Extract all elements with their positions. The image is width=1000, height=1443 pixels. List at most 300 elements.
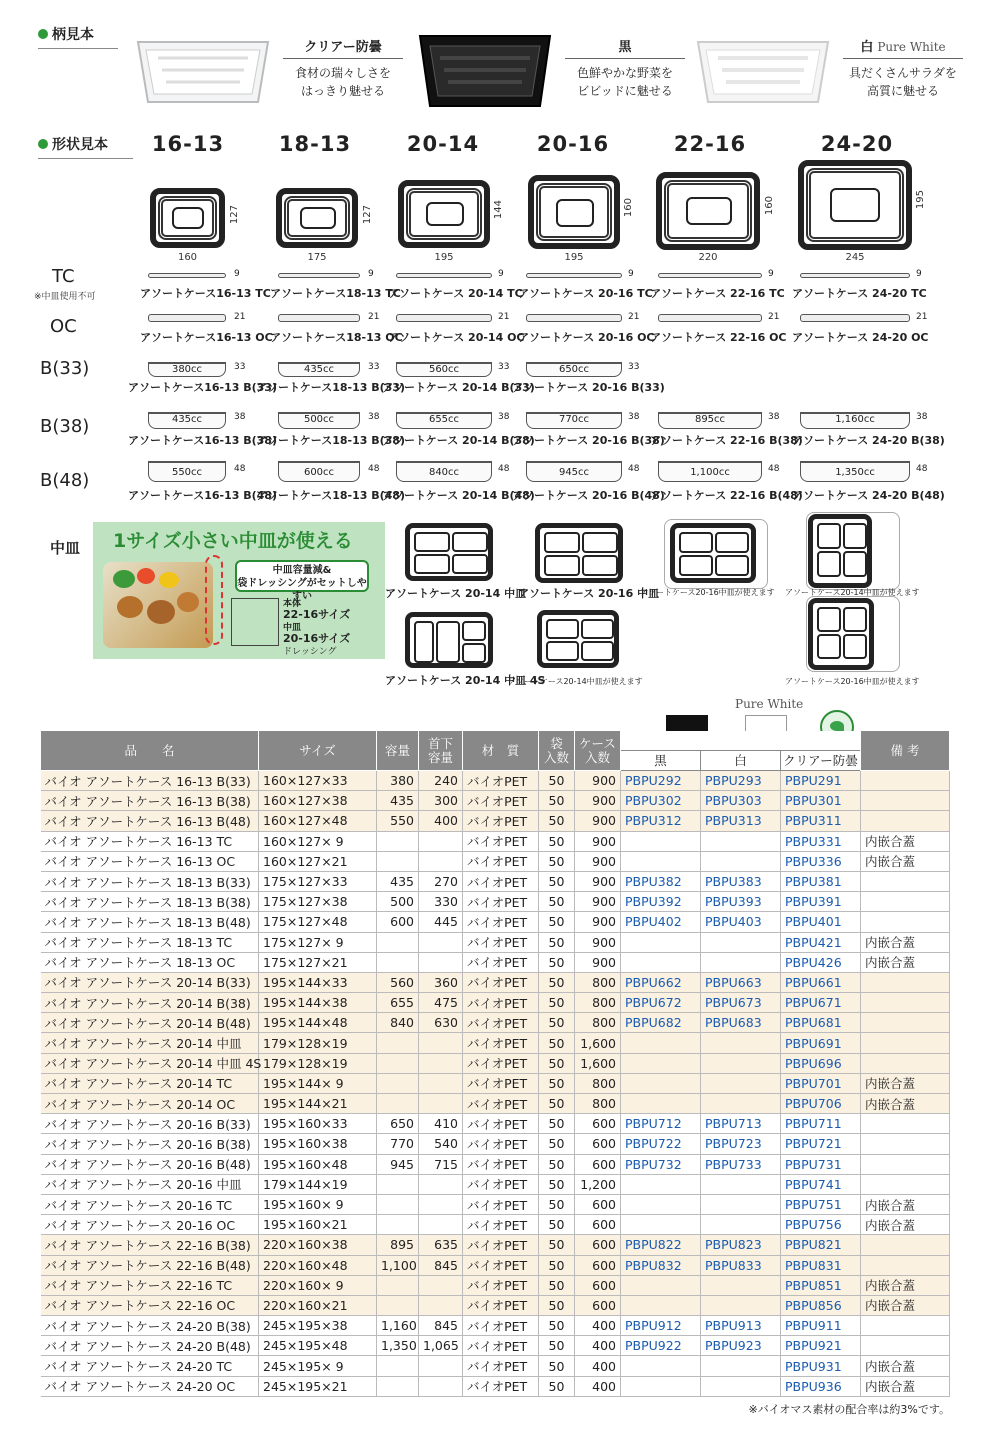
heading-rule [38,48,118,49]
cell-code-black: PBPU912 [621,1316,701,1336]
cell-capacity [377,1194,419,1214]
cell-material: バイオPET [463,791,539,811]
cell-code-white: PBPU733 [701,1154,781,1174]
body-outline [806,512,900,590]
cell-material: バイオPET [463,811,539,831]
cell-code-white [701,1275,781,1295]
cell-code-black [621,1356,701,1376]
table-row [41,1013,950,1033]
cell-code-black [621,1094,701,1114]
table-row [41,1134,950,1154]
table-row [41,1376,950,1396]
cell-code-black [621,932,701,952]
cell-note [861,892,950,912]
cell-name: バイオ アソートケース 16-13 B(38) [41,791,259,811]
bullet-icon [38,139,48,149]
cell-code-clear: PBPU711 [781,1114,861,1134]
cell-size: 220×160×21 [259,1295,377,1315]
naka-body-label: 本体 [283,599,302,609]
mid-tray-name: アソートケース 20-16 中皿 [518,587,660,600]
cell-code-clear: PBPU851 [781,1275,861,1295]
cell-note [861,1053,950,1073]
cell-note [861,1336,950,1356]
cell-code-clear: PBPU311 [781,811,861,831]
cell-neck-capacity: 540 [419,1134,463,1154]
cell-material: バイオPET [463,932,539,952]
clear-tray-image [128,22,278,110]
cell-note [861,811,950,831]
cell-material: バイオPET [463,1013,539,1033]
cell-case-qty: 900 [575,871,621,891]
mid-tray-note: アソートケース20-16中皿が使えます [785,677,920,686]
cell-code-black [621,831,701,851]
th-name: 品 名 [41,731,259,771]
cell-neck-capacity: 845 [419,1316,463,1336]
cell-note: 内嵌合蓋 [861,1295,950,1315]
cell-neck-capacity: 445 [419,912,463,932]
cell-neck-capacity [419,1356,463,1376]
tray-top-24-20 [798,160,912,250]
cell-code-white: PBPU833 [701,1255,781,1275]
cell-size: 220×160× 9 [259,1275,377,1295]
cell-neck-capacity [419,952,463,972]
cell-note [861,1255,950,1275]
cell-code-black [621,1275,701,1295]
mid-tray-name: アソートケース 20-14 中皿 4S [385,674,546,687]
cell-case-qty: 800 [575,972,621,992]
cell-bag-qty: 50 [539,831,575,851]
size-label: 24-20 [820,132,894,156]
cell-capacity: 650 [377,1114,419,1134]
cell-size: 220×160×48 [259,1255,377,1275]
cell-code-white: PBPU293 [701,771,781,791]
cell-bag-qty: 50 [539,851,575,871]
cell-code-white [701,1376,781,1396]
cell-capacity: 435 [377,871,419,891]
cell-code-white: PBPU303 [701,791,781,811]
th-black: 黒 [621,751,701,771]
pattern-desc: 具だくさんサラダを 高質に魅せる [849,66,957,98]
cell-code-clear: PBPU831 [781,1255,861,1275]
cell-bag-qty: 50 [539,1154,575,1174]
cell-case-qty: 900 [575,952,621,972]
cell-code-white [701,831,781,851]
table-row [41,1053,950,1073]
cell-capacity: 840 [377,1013,419,1033]
cell-code-white [701,851,781,871]
th-white: 白 [701,751,781,771]
cell-bag-qty: 50 [539,912,575,932]
cell-bag-qty: 50 [539,1033,575,1053]
cell-capacity: 1,160 [377,1316,419,1336]
cell-bag-qty: 50 [539,1073,575,1093]
cell-case-qty: 600 [575,1275,621,1295]
cell-capacity [377,932,419,952]
cell-material: バイオPET [463,892,539,912]
mid-tray-20-14-4s [405,612,493,668]
cell-case-qty: 600 [575,1255,621,1275]
table-row [41,1194,950,1214]
cell-size: 195×144×38 [259,993,377,1013]
cell-material: バイオPET [463,1255,539,1275]
cell-capacity: 560 [377,972,419,992]
cell-code-clear: PBPU291 [781,771,861,791]
cell-material: バイオPET [463,871,539,891]
cell-code-white: PBPU923 [701,1336,781,1356]
cell-neck-capacity [419,1053,463,1073]
cell-size: 175×127×33 [259,871,377,891]
cell-bag-qty: 50 [539,1356,575,1376]
cell-capacity [377,1295,419,1315]
cell-code-black: PBPU672 [621,993,701,1013]
cell-note [861,1154,950,1174]
cell-material: バイオPET [463,1094,539,1114]
cell-material: バイオPET [463,771,539,791]
cell-size: 179×128×19 [259,1033,377,1053]
cell-neck-capacity: 240 [419,771,463,791]
cell-code-white [701,1053,781,1073]
cell-name: バイオ アソートケース 24-20 B(38) [41,1316,259,1336]
row-label-tc: TC [52,266,75,287]
cell-note: 内嵌合蓋 [861,1094,950,1114]
tray-top-20-14 [398,180,490,248]
cell-material: バイオPET [463,972,539,992]
dim-height: 127 [362,205,373,225]
table-row [41,1356,950,1376]
cell-material: バイオPET [463,1215,539,1235]
cell-code-black: PBPU922 [621,1336,701,1356]
dim-width: 160 [177,252,198,263]
bullet-icon [38,29,48,39]
cell-code-clear: PBPU671 [781,993,861,1013]
cell-code-white: PBPU393 [701,892,781,912]
cell-code-white: PBPU723 [701,1134,781,1154]
cell-bag-qty: 50 [539,1174,575,1194]
dim-height: 195 [915,190,926,210]
th-cap: 容量 [377,731,419,771]
cell-size: 195×160×33 [259,1114,377,1134]
cell-code-black [621,851,701,871]
cell-name: バイオ アソートケース 20-16 B(48) [41,1154,259,1174]
cell-neck-capacity: 270 [419,871,463,891]
cell-code-clear: PBPU856 [781,1295,861,1315]
body-outline [664,519,768,589]
cell-neck-capacity [419,1376,463,1396]
cell-bag-qty: 50 [539,811,575,831]
dim-height: 160 [764,196,775,216]
cell-case-qty: 400 [575,1316,621,1336]
cell-code-clear: PBPU381 [781,871,861,891]
cell-note: 内嵌合蓋 [861,1376,950,1396]
mid-tray-20-16 [535,523,623,583]
cell-size: 245×195× 9 [259,1356,377,1376]
cell-bag-qty: 50 [539,1316,575,1336]
naka-diagram [231,598,279,646]
cell-code-white: PBPU673 [701,993,781,1013]
cell-case-qty: 400 [575,1336,621,1356]
cell-neck-capacity [419,1094,463,1114]
cell-neck-capacity: 630 [419,1013,463,1033]
cell-name: バイオ アソートケース 18-13 B(48) [41,912,259,932]
pattern-name: クリアー防曇 [283,36,403,59]
cell-neck-capacity [419,1275,463,1295]
cell-material: バイオPET [463,1194,539,1214]
cell-bag-qty: 50 [539,892,575,912]
row-label-oc: OC [50,316,77,337]
dim-width: 245 [845,252,865,263]
cell-case-qty: 400 [575,1376,621,1396]
cell-size: 195×160×38 [259,1134,377,1154]
cell-note: 内嵌合蓋 [861,831,950,851]
table-row [41,811,950,831]
cell-size: 160×127×33 [259,771,377,791]
cell-code-clear: PBPU706 [781,1094,861,1114]
cell-capacity: 655 [377,993,419,1013]
cell-code-clear: PBPU301 [781,791,861,811]
cell-code-clear: PBPU401 [781,912,861,932]
table-row [41,1255,950,1275]
row-label-b33: B(33) [40,358,90,379]
cell-code-clear: PBPU696 [781,1053,861,1073]
cell-case-qty: 800 [575,1094,621,1114]
cell-size: 195×160×21 [259,1215,377,1235]
cell-neck-capacity [419,1215,463,1235]
cell-bag-qty: 50 [539,993,575,1013]
cell-code-black: PBPU822 [621,1235,701,1255]
cell-note: 内嵌合蓋 [861,1275,950,1295]
cell-code-clear: PBPU701 [781,1073,861,1093]
cell-code-black: PBPU732 [621,1154,701,1174]
cell-capacity: 550 [377,811,419,831]
cell-name: バイオ アソートケース 18-13 OC [41,952,259,972]
cell-code-black: PBPU392 [621,892,701,912]
cell-code-black [621,1174,701,1194]
table-row [41,1336,950,1356]
shape-heading [38,134,108,154]
cell-code-white [701,1295,781,1315]
pattern-name: 白 Pure White [843,36,963,59]
cell-code-clear: PBPU821 [781,1235,861,1255]
cell-case-qty: 600 [575,1114,621,1134]
size-label: 16-13 [151,132,225,156]
cell-case-qty: 800 [575,993,621,1013]
tray-top-18-13 [276,188,358,248]
th-spacer [621,731,701,751]
cell-code-clear: PBPU336 [781,851,861,871]
cell-note: 内嵌合蓋 [861,1356,950,1376]
cell-material: バイオPET [463,831,539,851]
cell-code-clear: PBPU921 [781,1336,861,1356]
cell-neck-capacity: 410 [419,1114,463,1134]
cell-neck-capacity: 845 [419,1255,463,1275]
cell-capacity [377,1376,419,1396]
cell-capacity [377,851,419,871]
cell-code-black: PBPU382 [621,871,701,891]
cell-capacity: 895 [377,1235,419,1255]
cell-size: 179×144×19 [259,1174,377,1194]
cell-name: バイオ アソートケース 20-14 OC [41,1094,259,1114]
cell-note: 内嵌合蓋 [861,1194,950,1214]
cell-name: バイオ アソートケース 16-13 B(33) [41,771,259,791]
tray-top-22-16 [656,172,760,250]
cell-material: バイオPET [463,1114,539,1134]
cell-code-clear: PBPU681 [781,1013,861,1033]
mid-tray-note: アソートケース20-14中皿が使えます [785,588,920,597]
cell-code-black: PBPU712 [621,1114,701,1134]
cell-code-clear: PBPU721 [781,1134,861,1154]
naka-body-size: 22-16サイズ [283,608,351,621]
th-clear: クリアー防曇 [781,751,861,771]
cell-capacity [377,1215,419,1235]
cell-code-black [621,1376,701,1396]
cell-neck-capacity [419,1033,463,1053]
cell-name: バイオ アソートケース 18-13 B(38) [41,892,259,912]
cell-size: 175×127×48 [259,912,377,932]
mid-tray-in-20-16 [537,610,619,668]
cell-note [861,1033,950,1053]
cell-neck-capacity: 360 [419,972,463,992]
cell-size: 175×127×21 [259,952,377,972]
cell-bag-qty: 50 [539,1235,575,1255]
cell-neck-capacity [419,851,463,871]
cell-name: バイオ アソートケース 20-14 TC [41,1073,259,1093]
cell-material: バイオPET [463,851,539,871]
naka-dressing: ドレッシング [283,647,337,657]
cell-capacity: 1,100 [377,1255,419,1275]
cell-code-white [701,1174,781,1194]
cell-size: 175×127×38 [259,892,377,912]
cell-case-qty: 800 [575,1073,621,1093]
cell-material: バイオPET [463,1336,539,1356]
pattern-desc: 食材の瑞々しさを はっきり魅せる [294,66,391,98]
cell-name: バイオ アソートケース 20-14 B(48) [41,1013,259,1033]
cell-material: バイオPET [463,1033,539,1053]
pattern-black [410,22,680,112]
cell-code-clear: PBPU691 [781,1033,861,1053]
table-row [41,1316,950,1336]
cell-code-white [701,1194,781,1214]
cell-name: バイオ アソートケース 22-16 B(48) [41,1255,259,1275]
cell-code-black [621,1194,701,1214]
cell-neck-capacity: 400 [419,811,463,831]
cell-case-qty: 1,200 [575,1174,621,1194]
cell-name: バイオ アソートケース 24-20 B(48) [41,1336,259,1356]
table-row [41,791,950,811]
cell-name: バイオ アソートケース 22-16 B(38) [41,1235,259,1255]
cell-size: 160×127×21 [259,851,377,871]
cell-bag-qty: 50 [539,1053,575,1073]
cell-case-qty: 600 [575,1295,621,1315]
table-row [41,1275,950,1295]
cell-code-clear: PBPU331 [781,831,861,851]
cell-code-clear: PBPU911 [781,1316,861,1336]
cell-bag-qty: 50 [539,1376,575,1396]
cell-size: 195×144× 9 [259,1073,377,1093]
cell-code-white [701,1094,781,1114]
cell-bag-qty: 50 [539,1134,575,1154]
cell-name: バイオ アソートケース 20-14 中皿 4S [41,1053,259,1073]
cell-size: 245×195×38 [259,1316,377,1336]
cell-name: バイオ アソートケース 16-13 TC [41,831,259,851]
cell-neck-capacity: 475 [419,993,463,1013]
cell-capacity [377,1053,419,1073]
cell-code-white [701,1033,781,1053]
cell-code-clear: PBPU421 [781,932,861,952]
cell-material: バイオPET [463,1275,539,1295]
cell-code-white: PBPU913 [701,1316,781,1336]
th-size: サイズ [259,731,377,771]
mid-tray-20-14 [405,523,493,581]
table-row [41,932,950,952]
cell-neck-capacity [419,932,463,952]
cell-code-black: PBPU312 [621,811,701,831]
th-case: ケース 入数 [575,731,621,771]
cell-size: 195×160× 9 [259,1194,377,1214]
cell-bag-qty: 50 [539,791,575,811]
cell-bag-qty: 50 [539,1295,575,1315]
cell-material: バイオPET [463,952,539,972]
cell-note: 内嵌合蓋 [861,932,950,952]
cell-note [861,1114,950,1134]
cell-capacity [377,1356,419,1376]
pattern-name: 黒 [565,36,685,59]
cell-note [861,993,950,1013]
cell-material: バイオPET [463,1356,539,1376]
cell-code-clear: PBPU741 [781,1174,861,1194]
mid-tray-note: アソートケース20-16中皿が使えます [640,588,775,597]
table-row [41,972,950,992]
cell-case-qty: 600 [575,1215,621,1235]
cell-note [861,1174,950,1194]
cell-neck-capacity [419,1194,463,1214]
cell-code-white: PBPU713 [701,1114,781,1134]
cell-note [861,912,950,932]
cell-code-clear: PBPU731 [781,1154,861,1174]
spec-table [40,730,950,1397]
table-row [41,1295,950,1315]
table-row [41,912,950,932]
cell-bag-qty: 50 [539,1094,575,1114]
cell-neck-capacity: 300 [419,791,463,811]
white-tray-image [688,22,838,110]
dim-height: 144 [493,200,504,220]
cell-bag-qty: 50 [539,1255,575,1275]
cell-neck-capacity [419,1295,463,1315]
cell-name: バイオ アソートケース 22-16 TC [41,1275,259,1295]
spec-table-body [41,771,950,1397]
cell-material: バイオPET [463,912,539,932]
cell-bag-qty: 50 [539,871,575,891]
cell-neck-capacity: 635 [419,1235,463,1255]
cell-material: バイオPET [463,1235,539,1255]
naka-title: 1サイズ小さい中皿が使える [113,530,353,552]
cell-size: 195×144×48 [259,1013,377,1033]
cell-neck-capacity: 1,065 [419,1336,463,1356]
cell-size: 195×160×48 [259,1154,377,1174]
cell-case-qty: 1,600 [575,1053,621,1073]
cell-name: バイオ アソートケース 18-13 B(33) [41,871,259,891]
cell-code-white [701,932,781,952]
cell-neck-capacity: 715 [419,1154,463,1174]
cell-note [861,972,950,992]
table-row [41,1073,950,1093]
cell-name: バイオ アソートケース 20-16 TC [41,1194,259,1214]
cell-bag-qty: 50 [539,972,575,992]
pattern-clear [128,22,398,112]
cell-neck-capacity [419,1073,463,1093]
cell-note [861,791,950,811]
cell-code-black [621,1295,701,1315]
